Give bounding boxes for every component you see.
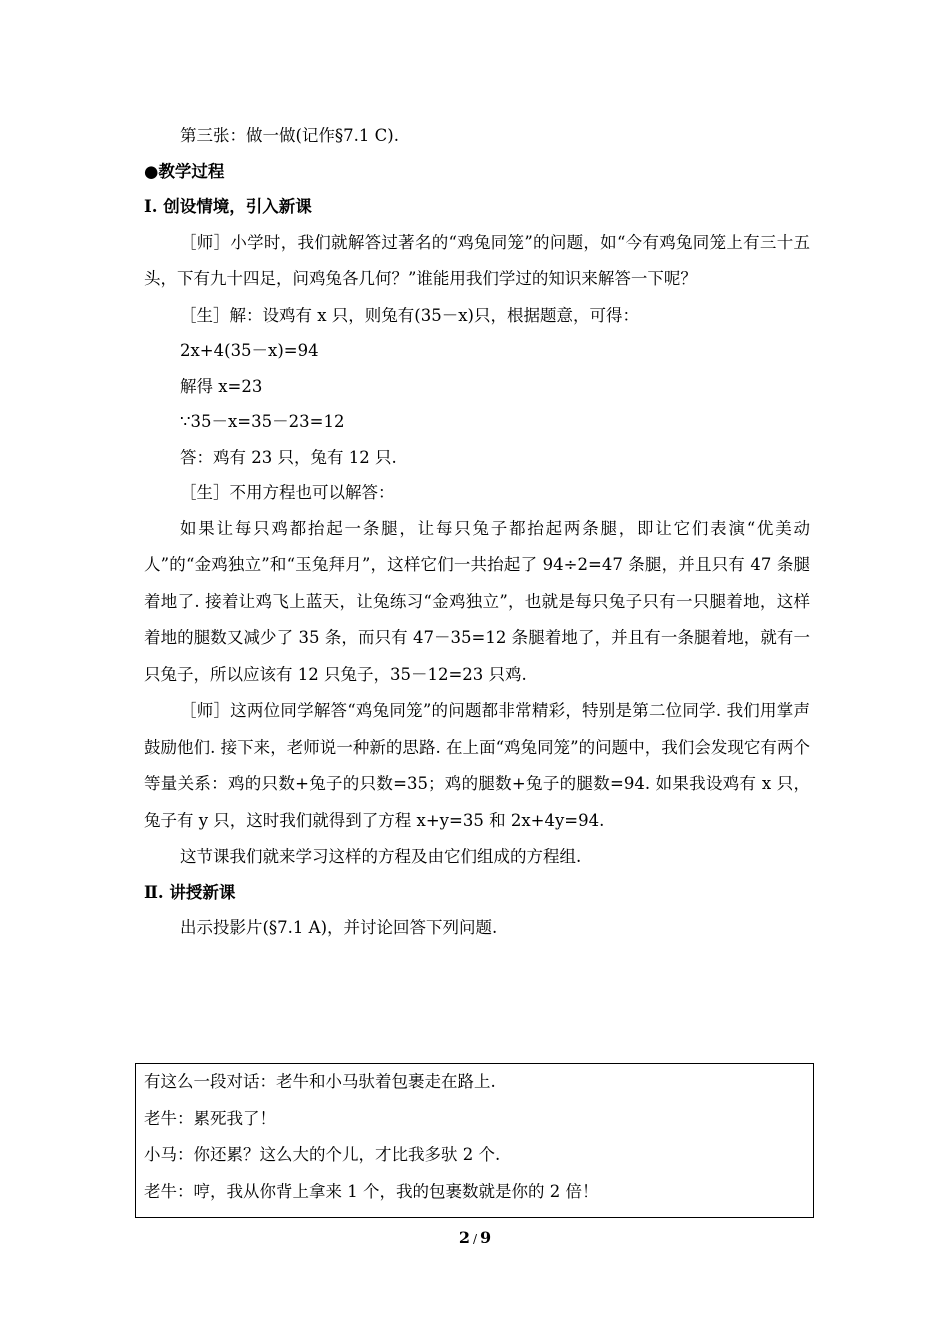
text-line: ［生］不用方程也可以解答： xyxy=(180,483,395,502)
text-line: 第三张：做一做(记作§7.1 C). xyxy=(180,126,399,145)
dialogue-line: 小马：你还累？这么大的个儿，才比我多驮 2 个. xyxy=(144,1145,501,1164)
page-separator: / xyxy=(472,1232,478,1246)
section-heading: Ⅰ. 创设情境，引入新课 xyxy=(144,197,312,216)
paragraph: ［师］小学时，我们就解答过著名的“鸡兔同笼”的问题，如“今有鸡兔同笼上有三十五头，下有九十四足，问鸡兔各几何？”谁能用我们学过的知识来解答一下呢？ xyxy=(144,232,810,288)
paragraph: ［师］这两位同学解答“鸡兔同笼”的问题都非常精彩，特别是第二位同学. 我们用掌声鼓励他们. 接下来，老师说一种新的思路. 在上面“鸡兔同笼”的问题中，我们会发现它有两个等量关系：鸡的只数+兔子的只数=35；鸡的腿数+兔子的腿数=94. 如果我设鸡有 x 只，兔子有 y 只，这时我们就得到了方程 x+y=35 和 2x+4y=94. xyxy=(144,701,810,830)
total-pages: 9 xyxy=(480,1228,492,1247)
answer-line: 答：鸡有 23 只，兔有 12 只. xyxy=(180,447,397,467)
equation-line: 解得 x=23 xyxy=(180,376,263,396)
current-page: 2 xyxy=(458,1228,470,1247)
section-heading: ●教学过程 xyxy=(144,161,225,181)
dialogue-line: 老牛：哼，我从你背上拿来 1 个，我的包裹数就是你的 2 倍！ xyxy=(144,1181,599,1201)
page-number xyxy=(0,1226,950,1251)
dialogue-box xyxy=(135,1063,814,1218)
section-heading: Ⅱ. 讲授新课 xyxy=(144,882,236,902)
dialogue-line: 有这么一段对话：老牛和小马驮着包裹走在路上. xyxy=(144,1072,496,1091)
document-body xyxy=(144,118,810,946)
dialogue-line: 老牛：累死我了！ xyxy=(144,1108,276,1128)
text-line: ［生］解：设鸡有 x 只，则兔有(35－x)只，根据题意，可得： xyxy=(180,305,639,325)
paragraph: 如果让每只鸡都抬起一条腿，让每只兔子都抬起两条腿，即让它们表演“优美动人”的“金鸡独立”和“玉兔拜月”，这样它们一共抬起了 94÷2=47 条腿，并且只有 47 条腿着地了. 接着让鸡飞上蓝天，让兔练习“金鸡独立”，也就是每只兔子只有一只腿着地，这样着地的腿数又减少了 35 条，而只有 47－35=12 条腿着地了，并且有一条腿着地，就有一只兔子，所以应该有 12 只兔子，35－12=23 只鸡. xyxy=(144,518,810,684)
equation-line: 2x+4(35－x)=94 xyxy=(180,341,319,360)
text-line: 出示投影片(§7.1 A)，并讨论回答下列问题. xyxy=(180,918,498,937)
text-line: 这节课我们就来学习这样的方程及由它们组成的方程组. xyxy=(180,847,582,866)
equation-line: ∵35－x=35－23=12 xyxy=(180,412,345,431)
